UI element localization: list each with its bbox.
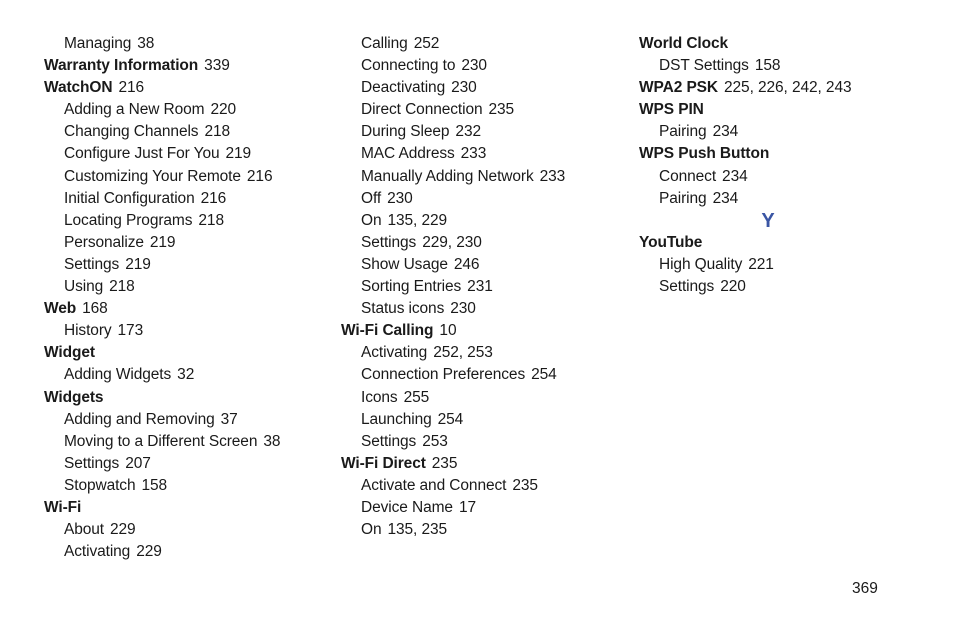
index-page-refs: 219 xyxy=(125,255,151,273)
index-subentry xyxy=(44,232,334,254)
index-term: Widgets xyxy=(44,388,104,406)
index-subentry xyxy=(341,143,631,165)
index-term: Warranty Information xyxy=(44,57,199,75)
index-term: On xyxy=(361,211,382,229)
index-term: Locating Programs xyxy=(64,211,193,229)
index-page-refs: 10 xyxy=(439,322,457,340)
index-page-refs: 168 xyxy=(82,300,108,318)
index-subentry xyxy=(44,33,334,55)
index-term: Settings xyxy=(361,432,417,450)
index-subentry xyxy=(639,166,929,188)
index-page-refs: 252, 253 xyxy=(433,344,493,362)
index-subentry xyxy=(44,475,334,497)
index-page-refs: 230 xyxy=(451,79,477,97)
index-term: Stopwatch xyxy=(64,476,136,494)
index-term: High Quality xyxy=(659,255,743,273)
index-term: Sorting Entries xyxy=(361,278,462,296)
index-entry xyxy=(44,497,334,519)
index-entry xyxy=(639,33,929,55)
index-page-refs: 229 xyxy=(136,543,162,561)
index-term: Adding Widgets xyxy=(64,366,172,384)
index-page-refs: 225, 226, 242, 243 xyxy=(724,79,852,97)
index-entry xyxy=(639,143,929,165)
index-term: Adding and Removing xyxy=(64,410,215,428)
index-term: Wi-Fi Direct xyxy=(341,454,426,472)
index-subentry xyxy=(341,519,631,541)
index-page-refs: 229, 230 xyxy=(422,233,482,251)
index-page-refs: 232 xyxy=(455,123,481,141)
index-page-refs: 158 xyxy=(141,476,168,494)
index-term: Configure Just For You xyxy=(64,145,220,163)
index-page-refs: 253 xyxy=(422,432,448,450)
index-subentry xyxy=(44,519,334,541)
index-term: Connect xyxy=(659,167,717,185)
index-subentry xyxy=(341,232,631,254)
index-term: During Sleep xyxy=(361,123,450,141)
index-term: About xyxy=(64,521,105,539)
index-term: Manually Adding Network xyxy=(361,167,534,185)
index-page-refs: 234 xyxy=(722,167,748,185)
index-term: WatchON xyxy=(44,79,113,97)
index-page-refs: 219 xyxy=(225,145,252,163)
index-term: Pairing xyxy=(659,123,707,141)
index-page-refs: 246 xyxy=(453,255,480,273)
index-term: Activate and Connect xyxy=(361,476,507,494)
index-subentry xyxy=(341,342,631,364)
index-page-refs: 218 xyxy=(204,123,231,141)
index-term: Settings xyxy=(659,277,715,295)
index-entry xyxy=(44,298,334,320)
index-term: Customizing Your Remote xyxy=(64,167,241,185)
index-subentry xyxy=(44,320,334,342)
index-page-refs: 229 xyxy=(110,521,136,539)
index-subentry xyxy=(639,121,929,143)
index-subentry xyxy=(341,77,631,99)
index-page-refs: 235 xyxy=(431,454,458,472)
index-subentry xyxy=(44,121,334,143)
index-subentry xyxy=(341,33,631,55)
index-term: Initial Configuration xyxy=(64,189,195,207)
index-subentry xyxy=(341,121,631,143)
index-term: Show Usage xyxy=(361,255,448,273)
index-subentry xyxy=(44,210,334,232)
index-page-refs: 254 xyxy=(531,366,557,384)
index-page-refs: 230 xyxy=(461,57,487,75)
index-subentry xyxy=(341,166,631,188)
index-subentry xyxy=(44,143,334,165)
index-subentry xyxy=(44,188,334,210)
index-page-refs: 255 xyxy=(403,388,430,406)
index-page-refs: 218 xyxy=(109,278,135,296)
index-term: YouTube xyxy=(639,233,703,251)
index-letter-heading: Y xyxy=(761,209,775,232)
index-term: Direct Connection xyxy=(361,101,483,119)
index-page-refs: 158 xyxy=(754,57,781,75)
index-term: DST Settings xyxy=(659,57,749,75)
index-column-1 xyxy=(44,33,334,563)
index-term: WPS Push Button xyxy=(639,145,770,163)
index-subentry xyxy=(44,541,334,563)
index-page-refs: 17 xyxy=(458,498,476,516)
index-term: Connecting to xyxy=(361,57,456,75)
index-page-refs: 234 xyxy=(712,123,739,141)
index-subentry xyxy=(341,298,631,320)
index-page-refs: 234 xyxy=(712,189,739,207)
index-subentry xyxy=(341,364,631,386)
index-page-refs: 221 xyxy=(748,255,774,273)
index-term: Changing Channels xyxy=(64,123,199,141)
index-page-refs: 252 xyxy=(413,35,440,52)
index-term: Status icons xyxy=(361,300,445,318)
index-entry xyxy=(639,232,929,254)
index-subentry xyxy=(44,166,334,188)
index-term: Moving to a Different Screen xyxy=(64,432,258,450)
index-term: Calling xyxy=(361,35,408,52)
index-term: Icons xyxy=(361,388,398,406)
index-page-refs: 216 xyxy=(200,189,227,207)
index-page-refs: 230 xyxy=(387,189,413,207)
index-page-refs: 339 xyxy=(204,57,230,75)
index-page-refs: 135, 235 xyxy=(387,521,448,539)
index-subentry xyxy=(44,254,334,276)
index-page-refs: 233 xyxy=(460,145,487,163)
index-subentry xyxy=(341,55,631,77)
index-term: Wi-Fi xyxy=(44,498,82,516)
index-page-refs: 220 xyxy=(210,101,237,119)
index-term: History xyxy=(64,322,112,340)
index-term: Connection Preferences xyxy=(361,366,526,384)
index-subentry xyxy=(639,276,929,298)
index-subentry xyxy=(44,276,334,298)
index-subentry xyxy=(639,55,929,77)
index-subentry xyxy=(341,475,631,497)
index-term: Using xyxy=(64,278,104,296)
index-entry xyxy=(639,77,929,99)
index-page-refs: 207 xyxy=(125,454,151,472)
index-term: Settings xyxy=(64,454,120,472)
index-entry xyxy=(341,453,631,475)
index-subentry xyxy=(341,188,631,210)
page-number: 369 xyxy=(852,580,878,597)
index-term: Wi-Fi Calling xyxy=(341,322,434,340)
index-page-refs: 219 xyxy=(149,233,176,251)
index-page-refs: 235 xyxy=(488,101,515,119)
index-subentry xyxy=(341,254,631,276)
index-subentry xyxy=(44,453,334,475)
index-term: Settings xyxy=(361,233,417,251)
index-term: Web xyxy=(44,300,77,318)
index-entry xyxy=(44,55,334,77)
index-page-refs: 32 xyxy=(177,366,195,384)
index-page-refs: 254 xyxy=(437,410,464,428)
index-page-refs: 220 xyxy=(720,277,746,295)
index-page-refs: 38 xyxy=(263,432,281,450)
index-subentry xyxy=(341,210,631,232)
index-term: WPS PIN xyxy=(639,101,704,119)
index-term: WPA2 PSK xyxy=(639,79,719,97)
index-page-refs: 235 xyxy=(512,476,538,494)
index-page-refs: 37 xyxy=(220,410,238,428)
index-term: Device Name xyxy=(361,498,453,516)
index-page-refs: 216 xyxy=(118,79,145,97)
index-term: Off xyxy=(361,189,382,207)
index-term: Adding a New Room xyxy=(64,101,205,119)
index-page-refs: 216 xyxy=(246,167,273,185)
index-subentry xyxy=(44,99,334,121)
index-term: Widget xyxy=(44,344,95,362)
index-subentry xyxy=(341,497,631,519)
index-term: Launching xyxy=(361,410,432,428)
index-subentry xyxy=(639,254,929,276)
index-term: Activating xyxy=(361,344,428,362)
index-subentry xyxy=(341,276,631,298)
index-page-refs: 135, 229 xyxy=(387,211,448,229)
index-subentry xyxy=(341,99,631,121)
index-term: Pairing xyxy=(659,189,707,207)
index-term: World Clock xyxy=(639,35,729,52)
index-column-3 xyxy=(639,33,929,298)
index-term: Activating xyxy=(64,543,131,561)
index-page-refs: 173 xyxy=(117,322,144,340)
index-page-refs: 218 xyxy=(198,211,224,229)
index-page-refs: 233 xyxy=(539,167,566,185)
index-page-refs: 230 xyxy=(450,300,476,318)
index-subentry xyxy=(341,431,631,453)
index-subentry xyxy=(44,431,334,453)
index-subentry xyxy=(341,409,631,431)
index-subentry xyxy=(341,387,631,409)
index-subentry xyxy=(639,188,929,210)
index-entry xyxy=(44,77,334,99)
index-subentry xyxy=(44,364,334,386)
index-term: Settings xyxy=(64,255,120,273)
index-entry xyxy=(639,99,929,121)
index-entry xyxy=(44,387,334,409)
index-term: Personalize xyxy=(64,233,144,251)
index-column-2 xyxy=(341,33,631,541)
index-page-refs: 38 xyxy=(137,35,155,52)
index-page-refs: 231 xyxy=(467,278,493,296)
index-subentry xyxy=(44,409,334,431)
index-term: On xyxy=(361,521,382,539)
index-entry xyxy=(44,342,334,364)
index-term: Deactivating xyxy=(361,79,446,97)
index-term: MAC Address xyxy=(361,145,455,163)
index-entry xyxy=(341,320,631,342)
index-term: Managing xyxy=(64,35,132,52)
